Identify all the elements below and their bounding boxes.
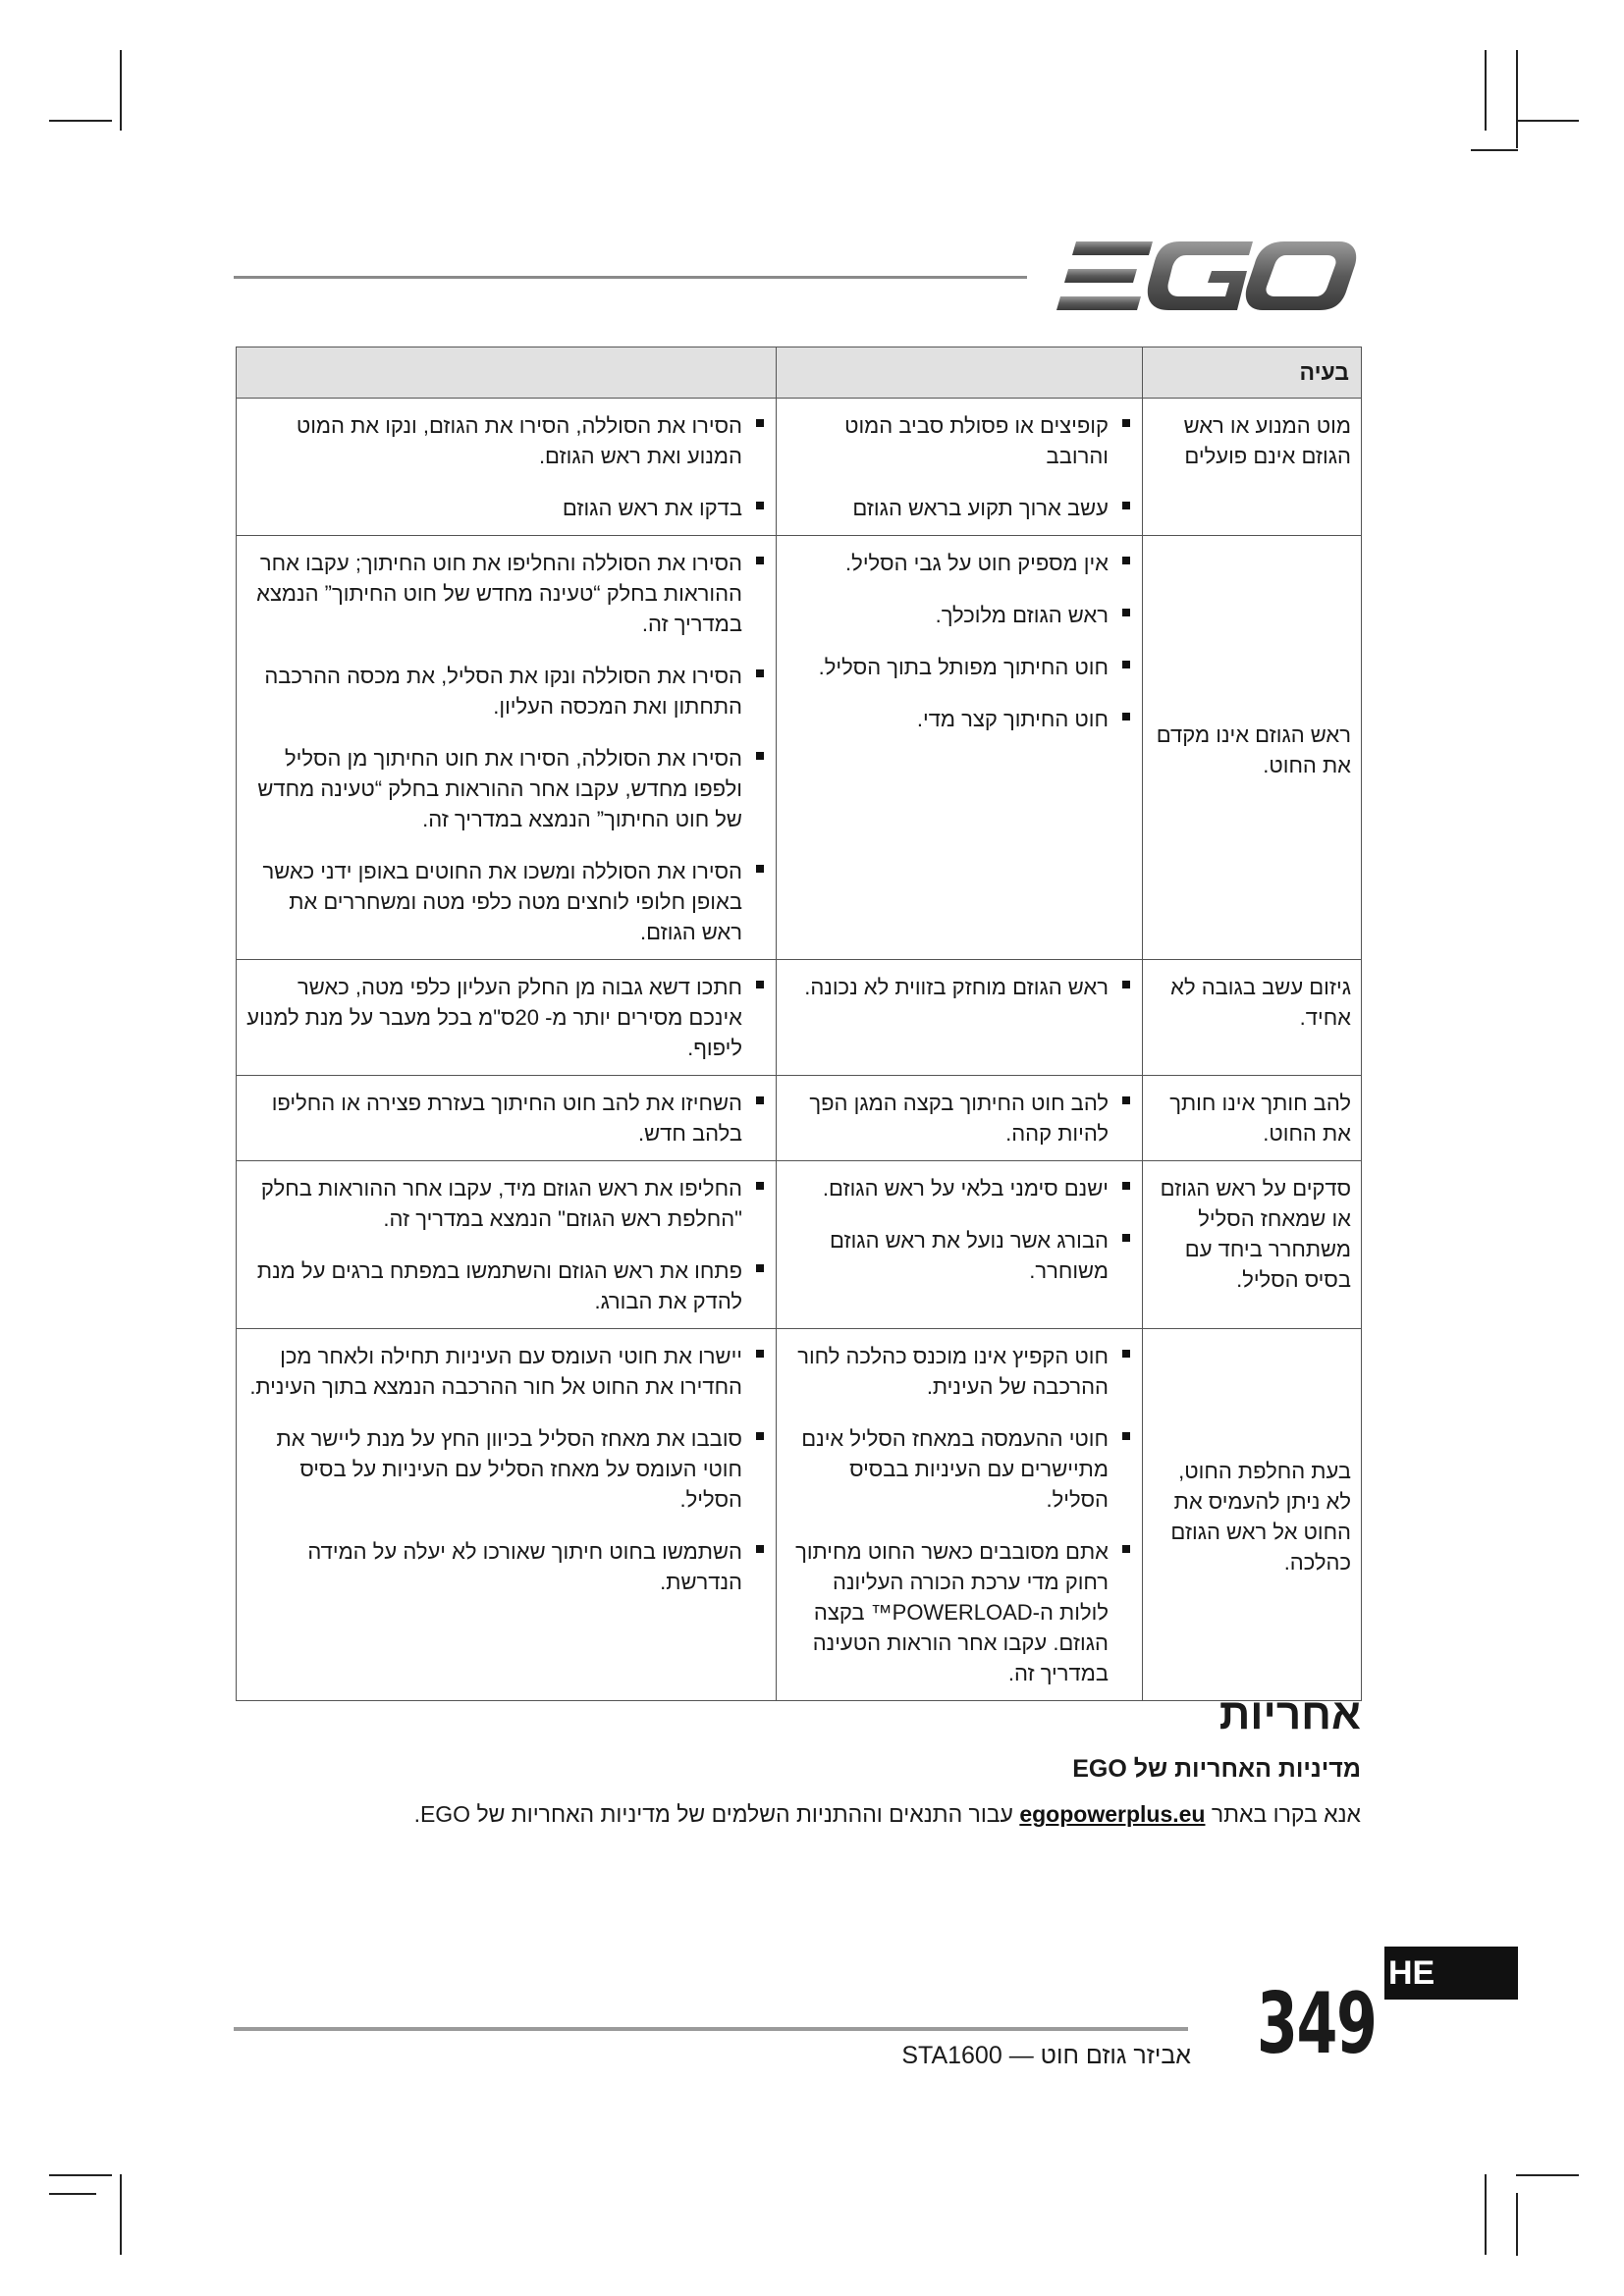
cause-item: עשב ארוך תקוע בראש הגוזם: [786, 493, 1132, 523]
table-header-row: [237, 347, 1362, 399]
solution-cell: [237, 1329, 777, 1701]
table-row: [237, 1076, 1362, 1161]
cause-item: הבורג אשר נועל את ראש הגוזם משוחרר.: [786, 1225, 1132, 1286]
crop-mark: [120, 2174, 122, 2255]
solution-item: בדקו את ראש הגוזם: [246, 493, 766, 523]
cause-item: חוט הקפיץ אינו מוכנס כהלכה לחור ההרכבה של העינית.: [786, 1341, 1132, 1402]
table-row: [237, 536, 1362, 960]
cause-item: להב חוט החיתוך בקצה המגן הפך להיות קהה.: [786, 1088, 1132, 1148]
solution-cell: [237, 536, 777, 960]
solution-item: השתמשו בחוט חיתוך שאורכו לא יעלה על המידה הנדרשת.: [246, 1536, 766, 1597]
cause-cell: [777, 1161, 1143, 1329]
crop-mark: [49, 120, 112, 122]
problem-cell: ראש הגוזם אינו מקדם את החוט.: [1143, 536, 1362, 960]
header-cause: [777, 347, 1143, 399]
crop-mark: [1485, 50, 1487, 131]
problem-cell: בעת החלפת החוט, לא ניתן להעמיס את החוט אל ראש הגוזם כהלכה.: [1143, 1329, 1362, 1701]
cause-cell: [777, 1076, 1143, 1161]
solution-item: הסירו את הסוללה, הסירו את הגוזם, ונקו את המוט המנוע ואת ראש הגוזם.: [246, 410, 766, 471]
solution-item: חתכו דשא גבוה מן החלק העליון כלפי מטה, כאשר אינכם מסירים יותר מ- 20ס"מ בכל מעבר על מנת למנוע ליפוף.: [246, 972, 766, 1063]
footer-rule: [234, 2027, 1188, 2031]
crop-mark: [1516, 2193, 1518, 2256]
cause-cell: [777, 960, 1143, 1076]
page-number: 349: [1257, 1975, 1377, 2073]
table-row: [237, 399, 1362, 536]
crop-mark: [1516, 2174, 1579, 2176]
cause-item: ראש הגוזם מוחזק בזווית לא נכונה.: [786, 972, 1132, 1002]
solution-cell: [237, 960, 777, 1076]
solution-item: החליפו את ראש הגוזם מיד, עקבו אחר ההוראות בחלק "החלפת ראש הגוזם" הנמצא במדריך זה.: [246, 1173, 766, 1234]
crop-mark: [49, 2174, 112, 2176]
crop-mark: [1471, 149, 1518, 151]
header-solution: [237, 347, 777, 399]
troubleshooting-table: [236, 347, 1362, 1701]
cause-item: ראש הגוזם מלוכלך.: [786, 600, 1132, 630]
cause-item: חוטי ההעמסה במאחז הסליל אינם מתיישרים עם העיניות בבסיס הסליל.: [786, 1423, 1132, 1515]
table-row: [237, 1329, 1362, 1701]
crop-mark: [49, 2193, 96, 2195]
cause-item: ישנם סימני בלאי על ראש הגוזם.: [786, 1173, 1132, 1203]
warranty-link[interactable]: egopowerplus.eu: [1019, 1801, 1206, 1827]
cause-cell: [777, 536, 1143, 960]
solution-item: הסירו את הסוללה, הסירו את חוט החיתוך מן הסליל ולפפו מחדש, עקבו אחר ההוראות בחלק “טעינה מחדש של חוט החיתוך” הנמצא במדריך זה.: [246, 743, 766, 834]
table-row: [237, 1161, 1362, 1329]
table-row: [237, 960, 1362, 1076]
cause-cell: [777, 399, 1143, 536]
warranty-text-before: אנא בקרו באתר: [1211, 1801, 1361, 1827]
solution-cell: [237, 1161, 777, 1329]
warranty-text: [414, 1801, 1361, 1828]
language-tab: HE: [1384, 1947, 1518, 2000]
cause-item: חוט החיתוך מפותל בתוך הסליל.: [786, 652, 1132, 682]
ego-logo: [1053, 238, 1359, 314]
solution-cell: [237, 1076, 777, 1161]
solution-item: פתחו את ראש הגוזם והשתמשו במפתח ברגים על מנת להדק את הבורג.: [246, 1255, 766, 1316]
crop-mark: [1516, 50, 1518, 148]
solution-item: הסירו את הסוללה והחליפו את חוט החיתוך; עקבו אחר ההוראות בחלק “טעינה מחדש של חוט החיתוך” הנמצא במדריך זה.: [246, 548, 766, 639]
solution-item: הסירו את הסוללה ומשכו את החוטים באופן ידני כאשר באופן חלופי לוחצים מטה כלפי מטה ומשחררים את ראש הגוזם.: [246, 856, 766, 947]
model-text: אביזר גוזם חוט — STA1600: [901, 2042, 1191, 2069]
solution-item: הסירו את הסוללה ונקו את הסליל, את מכסה ההרכבה התחתון ואת המכסה העליון.: [246, 661, 766, 721]
problem-cell: מוט המנוע או ראש הגוזם אינם פועלים: [1143, 399, 1362, 536]
problem-cell: גיזום עשב בגובה לא אחיד.: [1143, 960, 1362, 1076]
solution-item: סובבו את מאחז הסליל בכיוון החץ על מנת ליישר את חוטי העומס על מאחז הסליל עם העיניות על בסיס הסליל.: [246, 1423, 766, 1515]
solution-item: השחיזו את להב חוט החיתוך בעזרת פצירה או החליפו בלהב חדש.: [246, 1088, 766, 1148]
crop-mark: [1485, 2174, 1487, 2255]
warranty-title: אחריות: [1218, 1690, 1361, 1738]
cause-item: חוט החיתוך קצר מדי.: [786, 704, 1132, 734]
solution-item: יישרו את חוטי העומס עם העיניות תחילה ולאחר מכן החדירו את החוט אל חור ההרכבה הנמצא בתוך העינית.: [246, 1341, 766, 1402]
cause-item: אתם מסובבים כאשר החוט מחיתוך רחוק מדי ערכת הכורה העליונה לולות ה-POWERLOAD™ בקצה הגוזם. עקבו אחר הוראות הטעינה במדריך זה.: [786, 1536, 1132, 1688]
problem-cell: סדקים על ראש הגוזם או שמאחז הסליל משתחרר ביחד עם בסיס הסליל.: [1143, 1161, 1362, 1329]
solution-cell: [237, 399, 777, 536]
header-problem: בעיה: [1143, 347, 1362, 399]
crop-mark: [120, 50, 122, 131]
crop-mark: [1516, 120, 1579, 122]
problem-cell: להב חותך אינו חותך את החוט.: [1143, 1076, 1362, 1161]
cause-cell: [777, 1329, 1143, 1701]
warranty-text-after: עבור התנאים וההתניות השלמים של מדיניות האחריות של EGO.: [413, 1801, 1013, 1827]
header-rule: [234, 276, 1027, 279]
cause-item: קופיצים או פסולת סביב המוט והרובב: [786, 410, 1132, 471]
warranty-subtitle: מדיניות האחריות של EGO: [1072, 1755, 1361, 1783]
cause-item: אין מספיק חוט על גבי הסליל.: [786, 548, 1132, 578]
